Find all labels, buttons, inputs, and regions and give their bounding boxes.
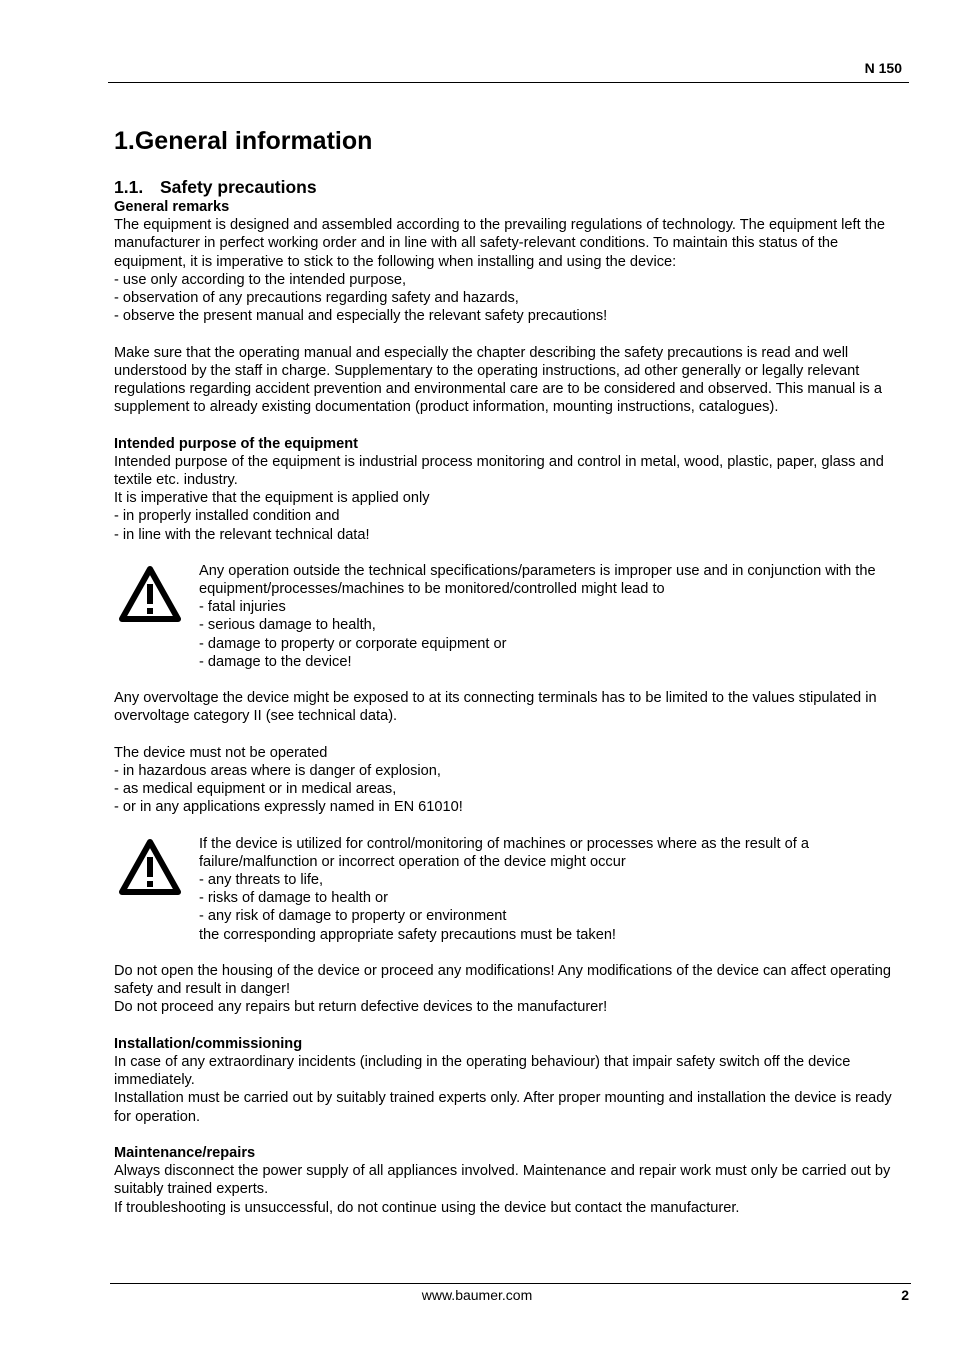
- general-remarks-line: - observation of any precautions regarding safety and hazards,: [114, 290, 519, 307]
- warning-line: the corresponding appropriate safety precautions must be taken!: [199, 926, 616, 943]
- section-title: Safety precautions: [160, 177, 317, 197]
- general-remarks-line: The equipment is designed and assembled according to the prevailing regulations of technology. The equipment left the manufacturer in perfect working order and in line with all safety-relevant conditions. To maintain this status of the equipment, it is imperative to stick to the following when installing and using the device:: [114, 217, 885, 270]
- maintenance-heading: Maintenance/repairs: [114, 1145, 256, 1162]
- overvoltage-paragraph: Any overvoltage the device might be exposed to at its connecting terminals has to be limited to the values stipulated in overvoltage category II (see technical data).: [114, 690, 877, 725]
- warning-block-1: [114, 562, 910, 671]
- not-operated-line: - or in any applications expressly named in EN 61010!: [114, 799, 463, 816]
- document-code: N 150: [864, 60, 902, 76]
- not-operated-line: - as medical equipment or in medical areas,: [114, 781, 397, 798]
- intended-purpose-heading: Intended purpose of the equipment: [114, 435, 359, 452]
- warning-line: - risks of damage to health or: [199, 890, 388, 907]
- warning-line: - any threats to life,: [199, 872, 324, 889]
- section-number: 1.1.: [114, 177, 144, 197]
- not-operated-line: The device must not be operated: [114, 744, 328, 761]
- warning-line: Any operation outside the technical specifications/parameters is improper use and in conjunction with the equipment/processes/machines to be monitored/controlled might lead to: [199, 562, 876, 598]
- spacer: [114, 416, 910, 434]
- page-number: 2: [901, 1287, 909, 1303]
- modifications-line: Do not proceed any repairs but return defective devices to the manufacturer!: [114, 999, 608, 1016]
- warning-triangle-icon: [118, 837, 182, 897]
- general-remarks-paragraph: Make sure that the operating manual and especially the chapter describing the safety precautions is read and well understood by the staff in charge. Supplementary to the operating instructions, ad other generally or legally relevant regulations regarding accident prevention and environmental care are to be considered and observed. This manual is a supplement to already existing documentation (product information, mounting instructions, catalogues).: [114, 344, 882, 416]
- header-divider: [108, 82, 909, 83]
- maintenance-line: If troubleshooting is unsuccessful, do not continue using the device but contact the manufacturer.: [114, 1199, 740, 1216]
- warning-block-2: [114, 835, 910, 944]
- warning-line: - damage to property or corporate equipment or: [199, 635, 507, 652]
- installation-line: Installation must be carried out by suitably trained experts only. After proper mounting and installation the device is ready for operation.: [114, 1090, 892, 1125]
- page-content: [114, 124, 910, 1217]
- spacer: [114, 726, 910, 744]
- intended-purpose-line: - in line with the relevant technical data!: [114, 526, 370, 543]
- footer-url: www.baumer.com: [421, 1287, 533, 1303]
- intended-purpose-line: It is imperative that the equipment is applied only: [114, 490, 430, 507]
- warning-line: - serious damage to health,: [199, 617, 376, 634]
- installation-heading: Installation/commissioning: [114, 1035, 303, 1052]
- spacer: [114, 1017, 910, 1035]
- modifications-line: Do not open the housing of the device or proceed any modifications! Any modifications of the device can affect operating safety and result in danger!: [114, 963, 891, 998]
- spacer: [114, 944, 910, 962]
- warning-line: - fatal injuries: [199, 599, 286, 616]
- warning-line: If the device is utilized for control/monitoring of machines or processes where as the result of a failure/malfunction or incorrect operation of the device might occur: [199, 835, 809, 870]
- maintenance-line: Always disconnect the power supply of all appliances involved. Maintenance and repair work must only be carried out by suitably trained experts.: [114, 1163, 891, 1198]
- warning-line: - damage to the device!: [199, 653, 352, 670]
- intended-purpose-line: Intended purpose of the equipment is industrial process monitoring and control in metal, wood, plastic, paper, glass and textile etc. industry.: [114, 453, 884, 489]
- general-remarks-heading: General remarks: [114, 199, 230, 215]
- general-remarks-line: - use only according to the intended purpose,: [114, 271, 407, 288]
- spacer: [114, 325, 910, 343]
- section-heading: [114, 176, 910, 198]
- intended-purpose-line: - in properly installed condition and: [114, 508, 340, 525]
- spacer: [114, 671, 910, 689]
- not-operated-line: - in hazardous areas where is danger of explosion,: [114, 763, 441, 780]
- installation-line: In case of any extraordinary incidents (including in the operating behaviour) that impair safety switch off the device immediately.: [114, 1054, 851, 1089]
- footer-divider: [110, 1283, 911, 1284]
- general-remarks-line: - observe the present manual and especially the relevant safety precautions!: [114, 308, 608, 325]
- spacer: [114, 1126, 910, 1144]
- warning-line: - any risk of damage to property or environment: [199, 908, 507, 925]
- chapter-title: 1.General information: [114, 127, 373, 155]
- warning-triangle-icon: [118, 564, 182, 624]
